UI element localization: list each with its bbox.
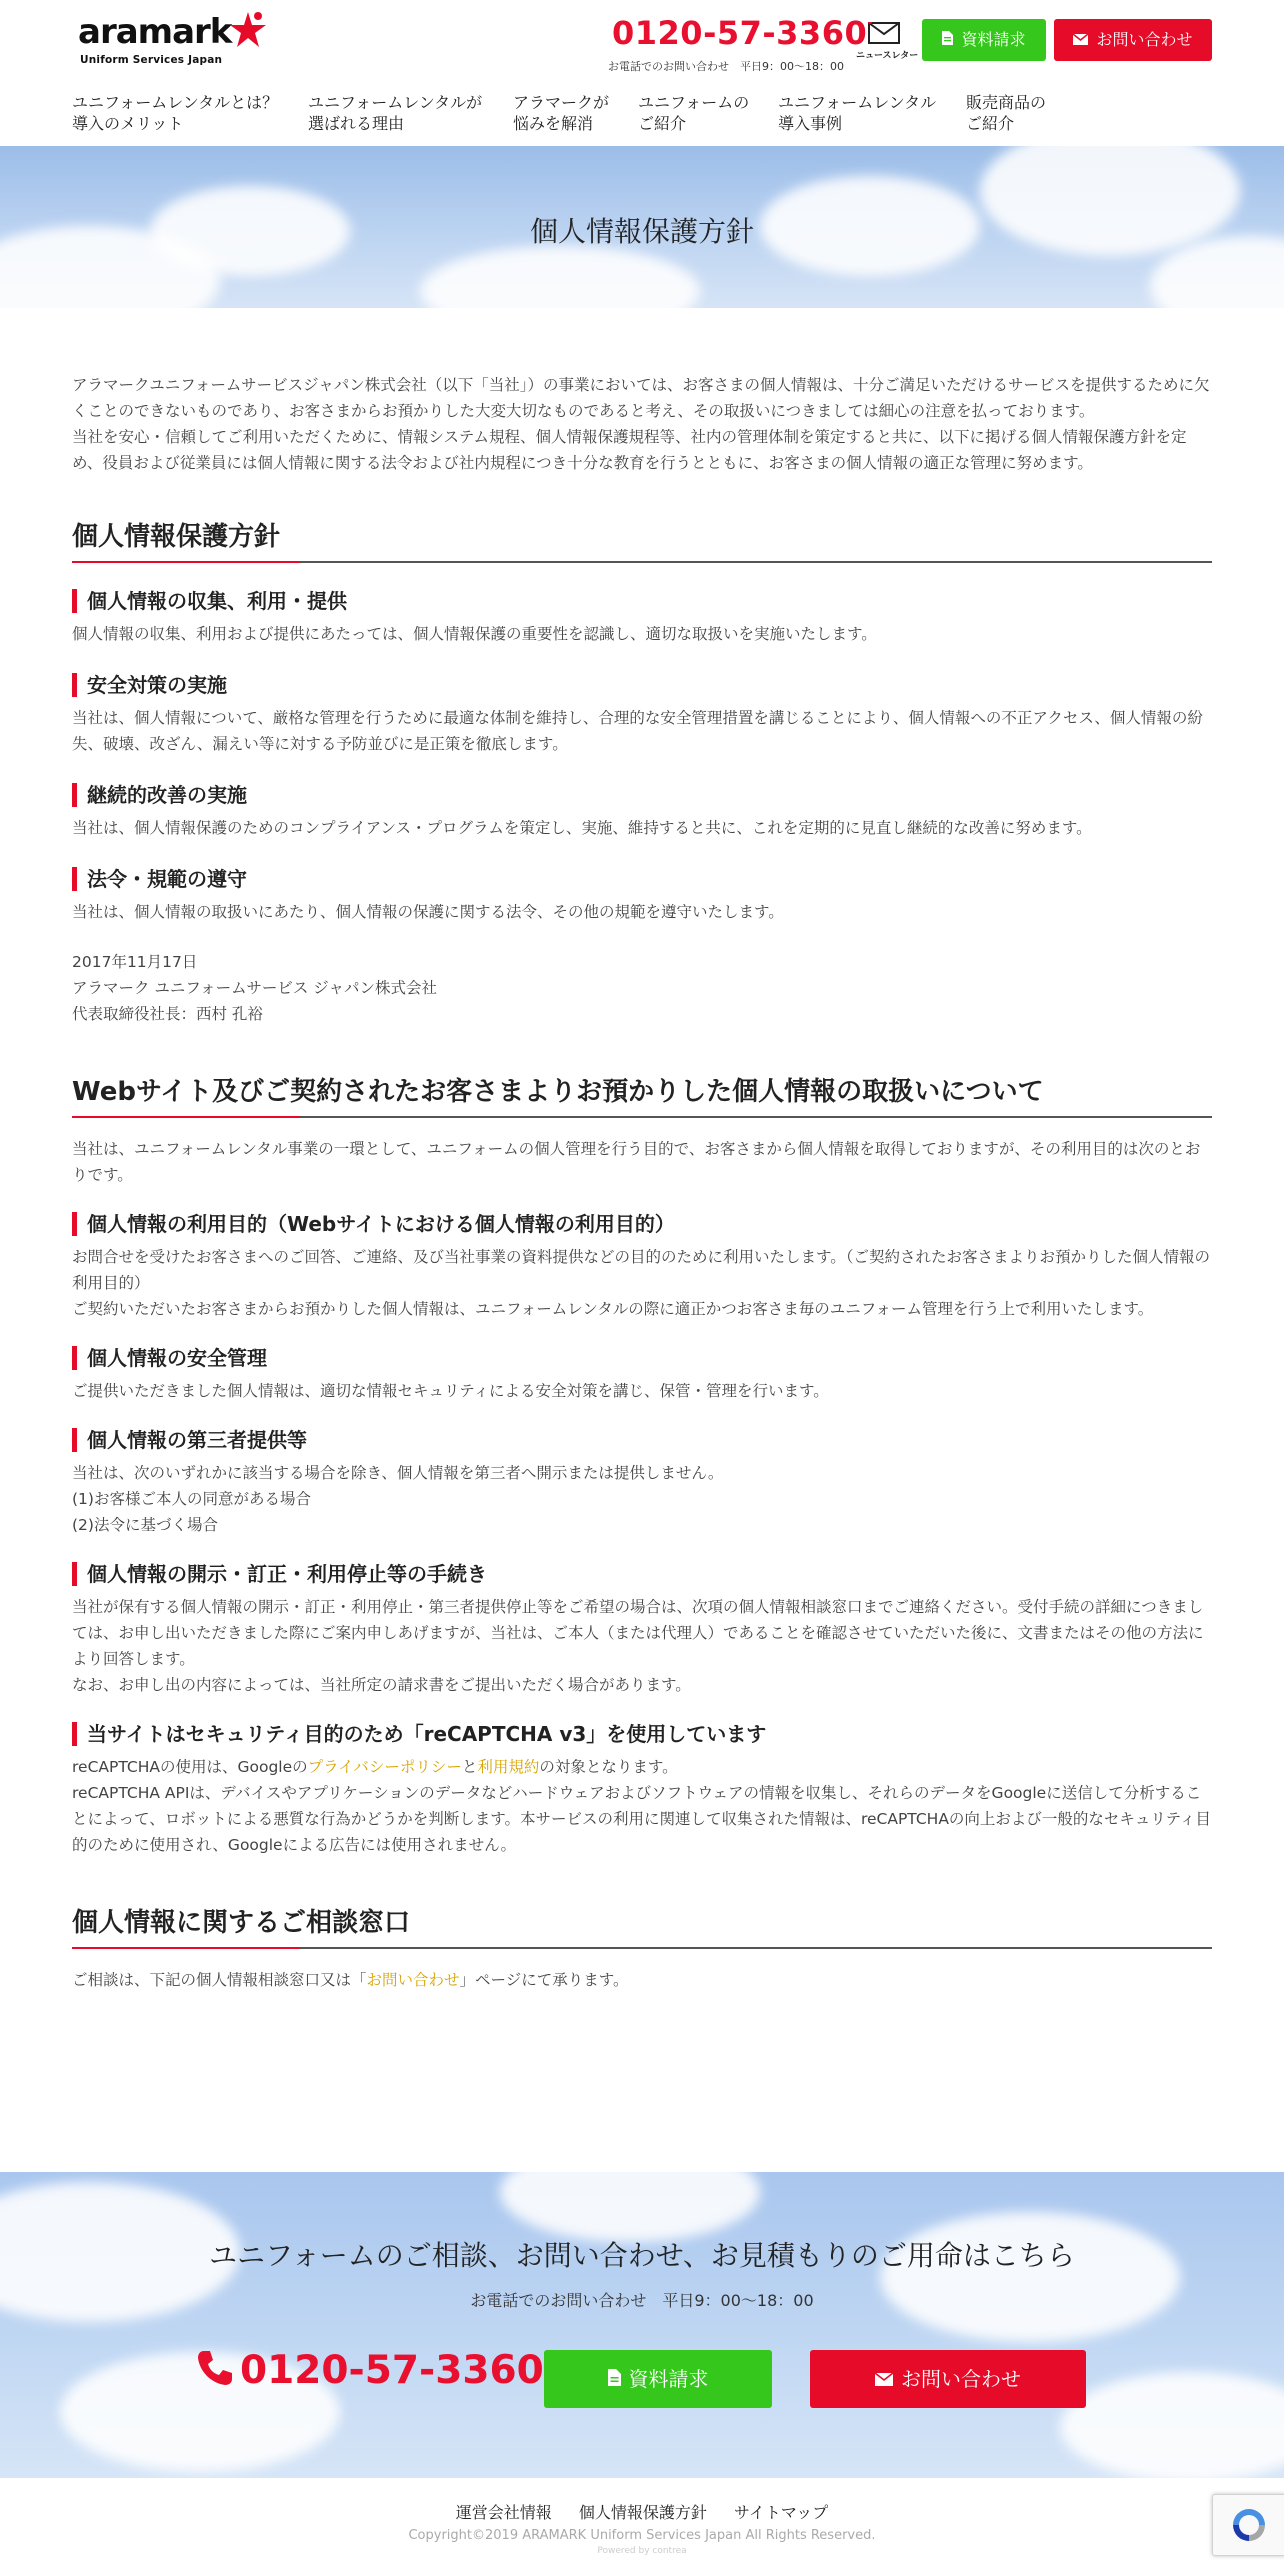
policy-president: 代表取締役社長：西村 孔裕 xyxy=(72,1005,263,1023)
consult-text xyxy=(72,1967,1212,1993)
policy-heading: 個人情報保護方針 xyxy=(72,516,1212,563)
web-item-text: なお、お申し出の内容によっては、当社所定の請求書をご提出いただく場合があります。 xyxy=(72,1676,691,1694)
nav-label-line2: 選ばれる理由 xyxy=(308,114,405,133)
footer-link-company[interactable]: 運営会社情報 xyxy=(455,2503,552,2522)
web-intro: 当社は、ユニフォームレンタル事業の一環として、ユニフォームの個人管理を行う目的で、お客さまから個人情報を取得しておりますが、その利用目的は次のとおりです。 xyxy=(72,1140,1201,1184)
nav-label-line2: 悩みを解消 xyxy=(513,114,594,133)
cta-phone-number[interactable] xyxy=(196,2348,544,2404)
cta-document-request-button[interactable] xyxy=(544,2350,772,2408)
recaptcha-mid: と xyxy=(461,1758,478,1776)
envelope-icon xyxy=(868,22,900,44)
terms-link[interactable]: 利用規約 xyxy=(477,1758,540,1776)
recaptcha-badge[interactable] xyxy=(1212,2494,1284,2556)
nav-label-line2: ご紹介 xyxy=(966,114,1015,133)
nav-item-rental-merits[interactable] xyxy=(72,92,278,134)
logo-wordmark: aramark xyxy=(78,12,232,52)
policy-item-title: 継続的改善の実施 xyxy=(72,783,1212,807)
nav-label-line2: 導入のメリット xyxy=(72,114,184,133)
web-item-text: (1)お客様ご本人の同意がある場合 xyxy=(72,1490,311,1508)
document-request-button[interactable] xyxy=(922,19,1046,61)
cloud-decoration xyxy=(1060,2372,1284,2478)
phone-icon xyxy=(196,2349,234,2387)
policy-item-text: 当社は、個人情報の取扱いにあたり、個人情報の保護に関する法令、その他の規範を遵守いたします。 xyxy=(72,903,784,921)
consult-pre: ご相談は、下記の個人情報相談窓口又は「 xyxy=(72,1971,367,1989)
web-item-text: お問合せを受けたお客さまへのご回答、ご連絡、及び当社事業の資料提供などの目的のために利用いたします。（ご契約されたお客さまよりお預かりした個人情報の利用目的） xyxy=(72,1248,1211,1292)
header-phone-hours: お電話でのお問い合わせ 平日9：00〜18：00 xyxy=(608,60,844,73)
nav-item-solutions[interactable] xyxy=(513,92,609,134)
policy-item-text: 当社は、個人情報について、厳格な管理を行うために最適な体制を維持し、合理的な安全管理措置を講じることにより、個人情報への不正アクセス、個人情報の紛失、破壊、改ざん、漏えい等に対する予防並びに是正策を徹底します。 xyxy=(72,709,1203,753)
nav-label-line1: アラマークが xyxy=(513,93,610,112)
nav-item-uniforms[interactable] xyxy=(638,92,749,134)
intro-paragraph: アラマークユニフォームサービスジャパン株式会社（以下「当社」）の事業においては、お客さまの個人情報は、十分ご満足いただけるサービスを提供するために欠くことのできないものであり、お客さまからお預かりした大変大切なものであると考え、その取扱いにつきましては細心の注意を払っております。 xyxy=(72,376,1210,420)
policy-item-title: 法令・規範の遵守 xyxy=(72,867,1212,891)
web-item-text: ご提供いただきました個人情報は、適切な情報セキュリティによる安全対策を講じ、保管・管理を行います。 xyxy=(72,1382,829,1400)
main-content xyxy=(72,372,1212,1993)
star-person-icon xyxy=(228,10,268,54)
policy-item-title: 個人情報の収集、利用・提供 xyxy=(72,589,1212,613)
nav-item-products[interactable] xyxy=(966,92,1046,134)
logo-subtitle: Uniform Services Japan xyxy=(80,54,223,66)
web-item-text: (2)法令に基づく場合 xyxy=(72,1516,218,1534)
consult-post: 」ページにて承ります。 xyxy=(459,1971,629,1989)
mail-icon xyxy=(1073,19,1088,61)
nav-label-line1: ユニフォームレンタルとは？ xyxy=(72,93,279,112)
header-phone-number[interactable]: 0120-57-3360 xyxy=(612,14,868,52)
cloud-decoration xyxy=(500,2172,760,2242)
web-item-text: 当社が保有する個人情報の開示・訂正・利用停止・第三者提供停止等をご希望の場合は、次項の個人情報相談窓口までご連絡ください。受付手続の詳細につきましては、お申し出いただきました際にご案内申しあげますが、当社は、ご本人（または代理人）であることを確認させていただいた後に、文書またはその他の方法により回答します。 xyxy=(72,1598,1204,1668)
footer-link-privacy[interactable]: 個人情報保護方針 xyxy=(578,2503,707,2522)
web-item-title: 個人情報の安全管理 xyxy=(72,1346,1212,1370)
recaptcha-post: の対象となります。 xyxy=(539,1758,678,1776)
policy-item-text: 個人情報の収集、利用および提供にあたっては、個人情報保護の重要性を認識し、適切な取扱いを実施いたします。 xyxy=(72,625,877,643)
nav-label-line1: ユニフォームレンタルが xyxy=(308,93,483,112)
footer-links xyxy=(0,2500,1284,2523)
newsletter-label: ニュースレター xyxy=(856,51,919,61)
web-item-title: 個人情報の第三者提供等 xyxy=(72,1428,1212,1452)
web-item-title: 個人情報の開示・訂正・利用停止等の手続き xyxy=(72,1562,1212,1586)
cta-phone-hours: お電話でのお問い合わせ 平日9：00〜18：00 xyxy=(470,2291,814,2310)
cloud-decoration xyxy=(420,246,700,308)
nav-label-line2: 導入事例 xyxy=(778,114,843,133)
recaptcha-pre: reCAPTCHAの使用は、Googleの xyxy=(72,1758,308,1776)
mail-icon xyxy=(875,2350,893,2408)
nav-label-line2: ご紹介 xyxy=(638,114,687,133)
cloud-decoration xyxy=(880,2212,1180,2342)
document-icon xyxy=(608,2350,621,2408)
page-title: 個人情報保護方針 xyxy=(529,215,754,248)
page-hero xyxy=(0,146,1284,308)
contact-cta-section xyxy=(0,2172,1284,2478)
web-item-title: 個人情報の利用目的（Webサイトにおける個人情報の利用目的） xyxy=(72,1212,1212,1236)
nav-item-case-studies[interactable] xyxy=(778,92,936,134)
recaptcha-icon xyxy=(1229,2505,1269,2545)
intro-paragraph: 当社を安心・信頼してご利用いただくために、情報システム規程、個人情報保護規程等、社内の管理体制を策定すると共に、以下に掲げる個人情報保護方針を定め、役員および従業員には個人情報に関する法令および社内規程につき十分な教育を行うとともに、お客さまの個人情報の適正な管理に努めます。 xyxy=(72,428,1187,472)
nav-label-line1: ユニフォームレンタル xyxy=(778,93,937,112)
policy-company: アラマーク ユニフォームサービス ジャパン株式会社 xyxy=(72,979,437,997)
nav-item-reasons[interactable] xyxy=(308,92,482,134)
policy-item-text: 当社は、個人情報保護のためのコンプライアンス・プログラムを策定し、実施、維持すると共に、これを定期的に見直し継続的な改善に努めます。 xyxy=(72,819,1092,837)
footer-link-sitemap[interactable]: サイトマップ xyxy=(733,2503,829,2522)
recaptcha-notice xyxy=(72,1754,1212,1780)
web-heading: Webサイト及びご契約されたお客さまよりお預かりした個人情報の取扱いについて xyxy=(72,1071,1212,1118)
contact-page-link[interactable]: お問い合わせ xyxy=(366,1971,460,1989)
policy-date: 2017年11月17日 xyxy=(72,953,198,971)
site-header xyxy=(0,0,1284,147)
nav-label-line1: 販売商品の xyxy=(966,93,1047,112)
consult-heading: 個人情報に関するご相談窓口 xyxy=(72,1902,1212,1949)
cta-title: ユニフォームのご相談、お問い合わせ、お見積もりのご用命はこちら xyxy=(209,2239,1075,2272)
privacy-policy-link[interactable]: プライバシーポリシー xyxy=(307,1758,462,1776)
newsletter-link[interactable] xyxy=(856,20,919,64)
contact-label: お問い合わせ xyxy=(1096,30,1193,49)
copyright: Copyright©2019 ARAMARK Uniform Services Japan All Rights Reserved. xyxy=(408,2528,876,2543)
cta-contact-label: お問い合わせ xyxy=(901,2367,1021,2391)
document-icon xyxy=(942,19,953,61)
web-item-text: ご契約いただいたお客さまからお預かりした個人情報は、ユニフォームレンタルの際に適正かつお客さま毎のユニフォーム管理を行う上で利用いたします。 xyxy=(72,1300,1154,1318)
recaptcha-description: reCAPTCHA APIは、デバイスやアプリケーションのデータなどハードウェアおよびソフトウェアの情報を収集し、それらのデータをGoogleに送信して分析することによって、ロボットによる悪質な行為かどうかを判断します。本サービスの利用に関連して収集された情報は、reCAPTCHAの向上および一般的なセキュリティ目的のために使用され、Googleによる広告には使用されません。 xyxy=(72,1784,1211,1854)
contact-button[interactable] xyxy=(1054,19,1212,61)
cta-contact-button[interactable] xyxy=(810,2350,1086,2408)
nav-label-line1: ユニフォームの xyxy=(638,93,750,112)
recaptcha-title: 当サイトはセキュリティ目的のため「reCAPTCHA v3」を使用しています xyxy=(72,1722,1212,1746)
cta-phone-text: 0120-57-3360 xyxy=(240,2348,544,2393)
policy-item-title: 安全対策の実施 xyxy=(72,673,1212,697)
cta-document-request-label: 資料請求 xyxy=(628,2367,709,2391)
web-item-text: 当社は、次のいずれかに該当する場合を除き、個人情報を第三者へ開示または提供しません。 xyxy=(72,1464,724,1482)
powered-by: Powered by contrea xyxy=(597,2546,687,2556)
aramark-logo[interactable] xyxy=(78,10,258,70)
document-request-label: 資料請求 xyxy=(961,30,1026,49)
